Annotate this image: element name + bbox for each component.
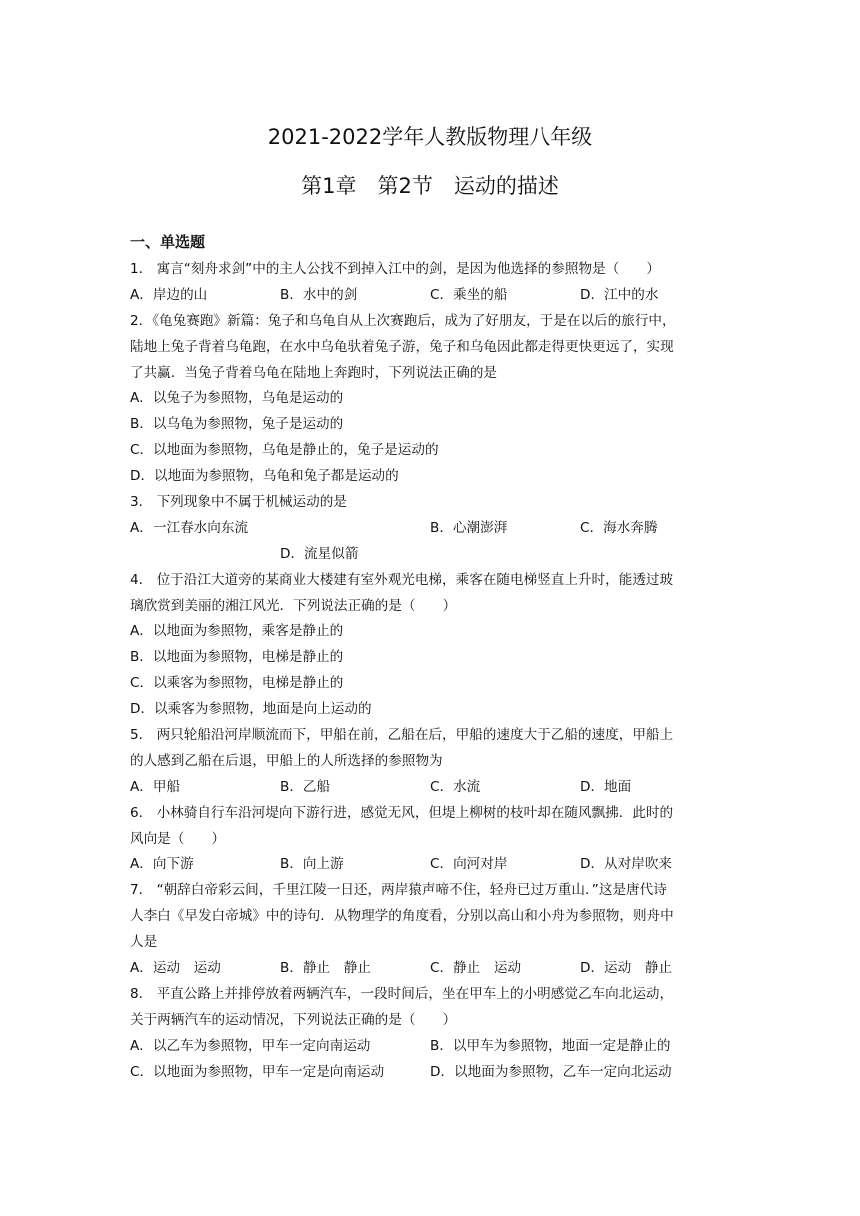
option-b: B．静止 静止 [280,960,371,977]
section-heading: 一、单选题 [130,233,206,251]
question-stem-cont: 陆地上兔子背着乌龟跑，在水中乌龟驮着兔子游，兔子和乌龟因此都走得更快更远了，实现 [130,338,674,355]
option-row [130,516,734,542]
option-c: C．以地面为参照物，甲车一定是向南运动 [130,1063,385,1080]
option-d: D．流星似箭 [280,545,359,562]
question-stem-cont: 的人感到乙船在后退，甲船上的人所选择的参照物为 [130,752,443,769]
question-stem: 2．《龟兔赛跑》新篇：兔子和乌龟自从上次赛跑后，成为了好朋友，于是在以后的旅行中， [130,312,676,329]
option-d: D．地面 [580,778,632,795]
option-row [130,852,734,878]
document-title: 2021-2022学年人教版物理八年级 [267,125,593,149]
question-list [130,257,734,1086]
question-stem: 4． 位于沿江大道旁的某商业大楼建有室外观光电梯，乘客在随电梯竖直上升时，能透过玻 [130,571,674,588]
question-stem: 1． 寓言“刻舟求剑”中的主人公找不到掉入江中的剑，是因为他选择的参照物是（ ） [130,261,661,277]
option-c: C．向河对岸 [430,856,508,873]
option-b: B．乙船 [280,778,331,795]
option-a: A．一江春水向东流 [130,519,249,536]
option-b: B．以甲车为参照物，地面一定是静止的 [430,1037,671,1054]
option-d: D．以乘客为参照物，地面是向上运动的 [130,701,372,718]
option-d: D．运动 静止 [580,960,673,977]
question-stem: 5． 两只轮船沿河岸顺流而下，甲船在前，乙船在后，甲船的速度大于乙船的速度，甲船上 [130,727,674,744]
chapter-subtitle: 第1章 第2节 运动的描述 [301,174,559,198]
question-stem-cont: 关于两辆汽车的运动情况，下列说法正确的是（ ） [130,1011,457,1028]
question-stem-cont: 了共赢．当兔子背着乌龟在陆地上奔跑时，下列说法正确的是 [130,364,498,381]
option-d: D．以地面为参照物，乌龟和兔子都是运动的 [130,468,399,485]
option-d: D．从对岸吹来 [580,856,673,873]
option-c: C．以乘客为参照物，电梯是静止的 [130,675,344,692]
question-stem-cont: 璃欣赏到美丽的湘江风光．下列说法正确的是（ ） [130,597,457,614]
option-b: B．以地面为参照物，电梯是静止的 [130,649,344,666]
option-c: C．水流 [430,778,481,795]
question-stem: 6． 小林骑自行车沿河堤向下游行进，感觉无风，但堤上柳树的枝叶却在随风飘拂．此时的 [130,804,674,821]
option-a: A．岸边的山 [130,286,208,303]
question-stem: 3． 下列现象中不属于机械运动的是 [130,494,347,511]
question-stem-cont: 人是 [130,934,158,951]
option-row [130,956,734,982]
option-a: A．以乙车为参照物，甲车一定向南运动 [130,1037,371,1054]
option-a: A．以兔子为参照物，乌龟是运动的 [130,390,344,407]
option-row [130,1060,734,1086]
option-b: B．心潮澎湃 [430,519,508,536]
option-row [130,775,734,801]
option-c: C．以地面为参照物，乌龟是静止的，兔子是运动的 [130,442,439,459]
option-c: C．海水奔腾 [580,519,658,536]
question-stem-cont: 人李白《早发白帝城》中的诗句．从物理学的角度看，分别以高山和小舟为参照物，则舟中 [130,908,674,925]
option-a: A．向下游 [130,856,194,873]
option-d: D．江中的水 [580,286,659,303]
option-c: C．乘坐的船 [430,286,508,303]
option-b: B．以乌龟为参照物，兔子是运动的 [130,416,344,433]
question-stem: 8． 平直公路上并排停放着两辆汽车，一段时间后，坐在甲车上的小明感觉乙车向北运动， [130,985,674,1002]
option-row [130,283,734,309]
option-a: A．以地面为参照物，乘客是静止的 [130,623,344,640]
question-stem-cont: 风向是（ ） [130,830,226,847]
option-a: A．运动 运动 [130,960,221,977]
question-stem: 7． “朝辞白帝彩云间，千里江陵一日还，两岸猿声啼不住，轻舟已过万重山．”这是唐代诗 [130,882,667,899]
option-b: B．水中的剑 [280,286,358,303]
option-d: D．以地面为参照物，乙车一定向北运动 [430,1063,672,1080]
option-b: B．向上游 [280,856,344,873]
option-a: A．甲船 [130,778,181,795]
option-row [130,1034,734,1060]
option-c: C．静止 运动 [430,960,522,977]
